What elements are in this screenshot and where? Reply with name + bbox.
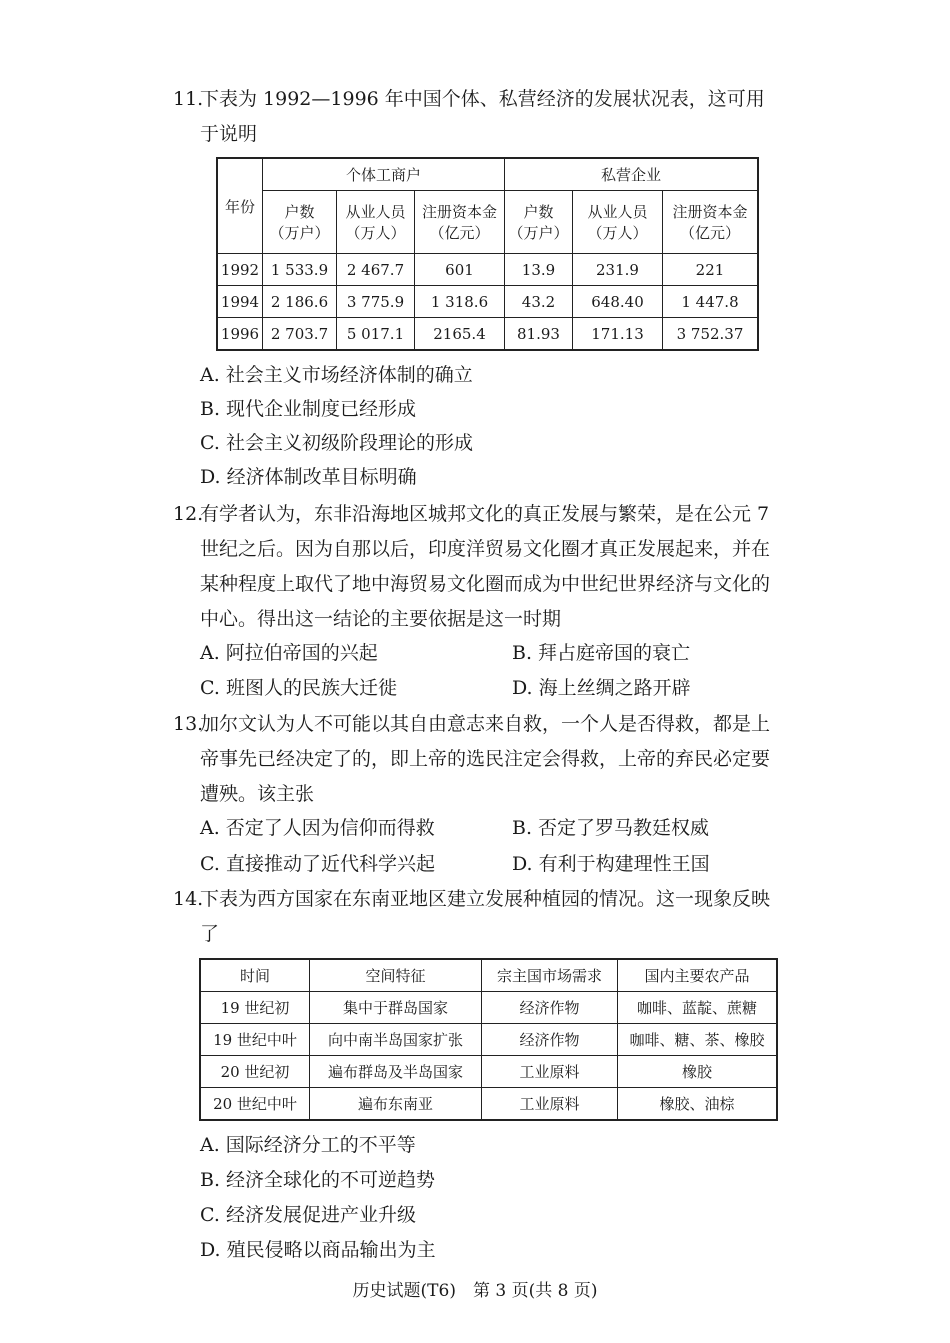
subheader-cell: 户数 （万户） [505,191,573,254]
option-c[interactable]: C. 班图人的民族大迁徙 [200,677,397,699]
option-d[interactable]: D. 有利于构建理性王国 [512,853,710,875]
question-13 [173,707,783,812]
option-d[interactable]: D. 殖民侵略以商品输出为主 [200,1239,436,1261]
table-header: 时间 [200,959,310,992]
table-row: 20 世纪初 遍布群岛及半岛国家 工业原料 橡胶 [200,1056,777,1088]
option-b[interactable]: B. 拜占庭帝国的衰亡 [512,642,691,664]
header-group-individual: 个体工商户 [263,158,505,191]
option-c[interactable]: C. 直接推动了近代科学兴起 [200,853,435,875]
table-header: 空间特征 [310,959,482,992]
option-b[interactable]: B. 现代企业制度已经形成 [200,398,417,420]
question-stem: 下表为西方国家在东南亚地区建立发展种植园的情况。这一现象反映了 [200,888,771,945]
subheader-cell: 从业人员 （万人） [573,191,663,254]
table-row: 1996 2 703.7 5 017.1 2165.4 81.93 171.13 3 752.37 [217,318,758,351]
header-group-private: 私营企业 [505,158,759,191]
option-d[interactable]: D. 经济体制改革目标明确 [200,466,417,488]
question-number: 12. [173,503,204,525]
option-a[interactable]: A. 国际经济分工的不平等 [200,1134,416,1156]
header-year: 年份 [217,158,263,254]
question-stem: 加尔文认为人不可能以其自由意志来自救，一个人是否得救，都是上帝事先已经决定了的，即上帝的选民注定会得救，上帝的弃民必定要遭殃。该主张 [200,713,771,805]
subheader-cell: 注册资本金 （亿元） [663,191,759,254]
table-row: 20 世纪中叶 遍布东南亚 工业原料 橡胶、油棕 [200,1088,777,1121]
option-a[interactable]: A. 阿拉伯帝国的兴起 [200,642,378,664]
option-a[interactable]: A. 社会主义市场经济体制的确立 [200,364,473,386]
subheader-cell: 户数 （万户） [263,191,337,254]
table-row: 19 世纪中叶 向中南半岛国家扩张 经济作物 咖啡、糖、茶、橡胶 [200,1024,777,1056]
option-b[interactable]: B. 经济全球化的不可逆趋势 [200,1169,436,1191]
option-c[interactable]: C. 经济发展促进产业升级 [200,1204,416,1226]
option-d[interactable]: D. 海上丝绸之路开辟 [512,677,691,699]
question-number: 13. [173,713,204,735]
table-row: 1992 1 533.9 2 467.7 601 13.9 231.9 221 [217,254,758,286]
option-a[interactable]: A. 否定了人因为信仰而得救 [200,817,435,839]
question-number: 14. [173,888,204,910]
question-number: 11. [173,88,204,110]
page-footer: 历史试题(T6) 第 3 页(共 8 页) [352,1281,598,1301]
subheader-cell: 从业人员 （万人） [337,191,415,254]
table-plantations [199,958,778,1121]
question-stem: 有学者认为，东非沿海地区城邦文化的真正发展与繁荣，是在公元 7 世纪之后。因为自那以后，印度洋贸易文化圈才真正发展起来，并在某种程度上取代了地中海贸易文化圈而成为中世纪世界经济与文化的中心。得出这一结论的主要依据是这一时期 [200,503,771,630]
question-12 [173,497,783,637]
subheader-cell: 注册资本金 （亿元） [415,191,505,254]
table-header: 国内主要农产品 [618,959,778,992]
option-c[interactable]: C. 社会主义初级阶段理论的形成 [200,432,473,454]
table-row: 1994 2 186.6 3 775.9 1 318.6 43.2 648.40 1 447.8 [217,286,758,318]
question-11 [173,82,783,152]
table-row: 19 世纪初 集中于群岛国家 经济作物 咖啡、蓝靛、蔗糖 [200,992,777,1024]
option-b[interactable]: B. 否定了罗马教廷权威 [512,817,710,839]
table-private-economy [216,157,759,351]
question-stem: 下表为 1992—1996 年中国个体、私营经济的发展状况表，这可用于说明 [200,88,765,145]
table-header: 宗主国市场需求 [482,959,618,992]
question-14 [173,882,783,952]
